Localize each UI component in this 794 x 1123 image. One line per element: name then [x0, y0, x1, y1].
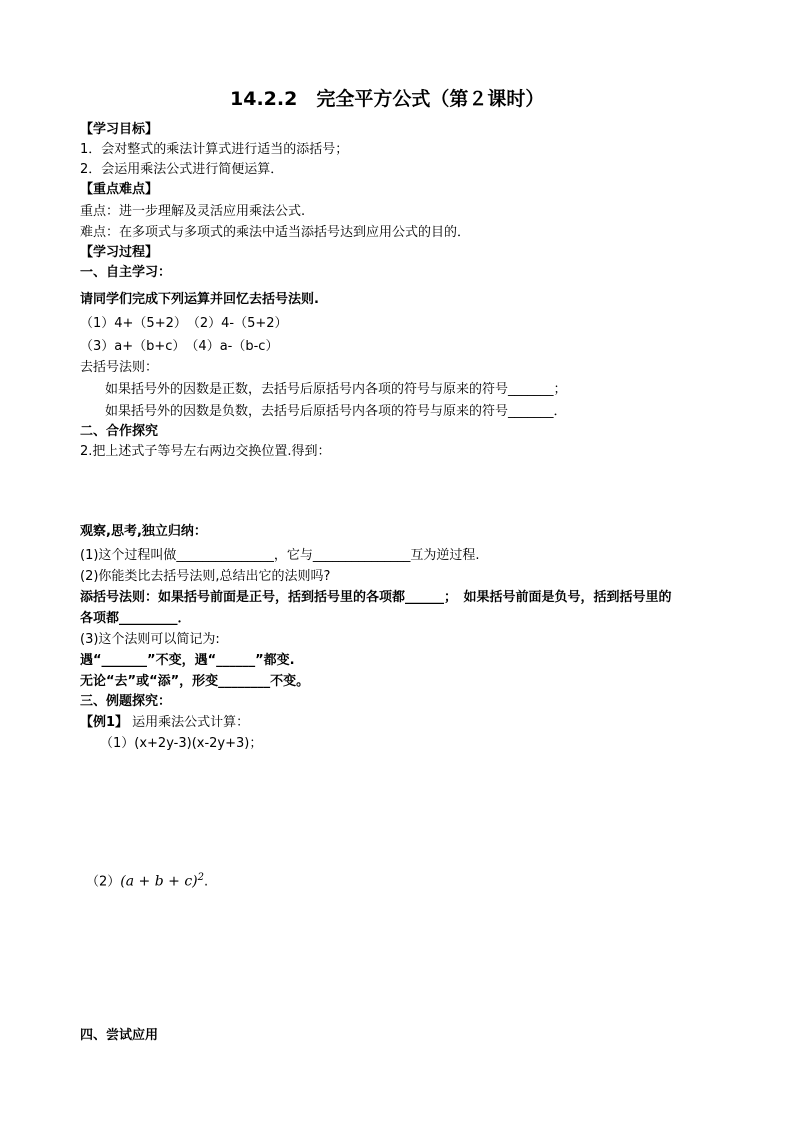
- observe-prompt: 观察,思考,独立归纳：: [80, 524, 207, 539]
- difficulty: 难点：在多项式与多项式的乘法中适当添括号达到应用公式的目的．: [80, 225, 471, 240]
- goal-2: 2．会运用乘法公式进行简便运算．: [80, 162, 284, 177]
- section-2-heading: 二、合作探究: [80, 424, 159, 439]
- example-1-line: [80, 714, 249, 732]
- rule-label: 去括号法则：: [80, 360, 159, 375]
- example-1-part-1: （1）(x+2y-3)(x-2y+3)；: [100, 736, 263, 751]
- question-3: (3)这个法则可以简记为:: [80, 632, 220, 647]
- question-1: (1)这个过程叫做_______________，它与_______________互为逆过程.: [80, 548, 480, 563]
- goal-1: 1．会对整式的乘法计算式进行适当的添括号；: [80, 142, 349, 157]
- key-point: 重点：进一步理解及灵活应用乘法公式.: [80, 204, 306, 219]
- task-instruction: 请同学们完成下列运算并回忆去括号法则.: [80, 292, 319, 307]
- section-1-heading: 一、自主学习：: [80, 265, 172, 280]
- section-4-heading: 四、尝试应用: [80, 1028, 159, 1043]
- swap-instruction: 2.把上述式子等号左右两边交换位置.得到：: [80, 444, 331, 459]
- part-2-label: （2）: [86, 874, 121, 890]
- rule-negative: 如果括号外的因数是负数，去括号后原括号内各项的符号与原来的符号_______．: [105, 404, 567, 419]
- mnemonic-1: 遇“_______”不变，遇“______”都变.: [80, 653, 295, 668]
- exercise-row-2: （3）a+（b+c） （4）a-（b-c）: [80, 339, 279, 354]
- example-label: 【例1】: [80, 715, 129, 730]
- page-title: 14.2.2 完全平方公式（第２课时）: [230, 88, 545, 110]
- example-text: 运用乘法公式计算：: [128, 715, 250, 730]
- part-2-end: .: [204, 874, 209, 890]
- process-heading: 【学习过程】: [80, 245, 159, 260]
- question-2: (2)你能类比去括号法则,总结出它的法则吗?: [80, 569, 331, 584]
- add-bracket-rule-cont: 各项都_________．: [80, 611, 191, 626]
- rule-positive: 如果括号外的因数是正数，去括号后原括号内各项的符号与原来的符号_______；: [105, 382, 567, 397]
- example-1-part-2: [86, 869, 208, 891]
- part-2-exponent: 2: [197, 872, 204, 883]
- part-2-expression: (a + b + c): [120, 873, 198, 890]
- key-heading: 【重点难点】: [80, 182, 159, 197]
- section-3-heading: 三、例题探究：: [80, 694, 172, 709]
- mnemonic-2: 无论“去”或“添”，形变________不变。: [80, 674, 310, 689]
- goals-heading: 【学习目标】: [80, 122, 159, 137]
- add-bracket-rule: 添括号法则：如果括号前面是正号，括到括号里的各项都______； 如果括号前面是负号，括到括号里的: [80, 590, 672, 605]
- exercise-row-1: （1）4+（5+2） （2）4-（5+2）: [80, 316, 288, 331]
